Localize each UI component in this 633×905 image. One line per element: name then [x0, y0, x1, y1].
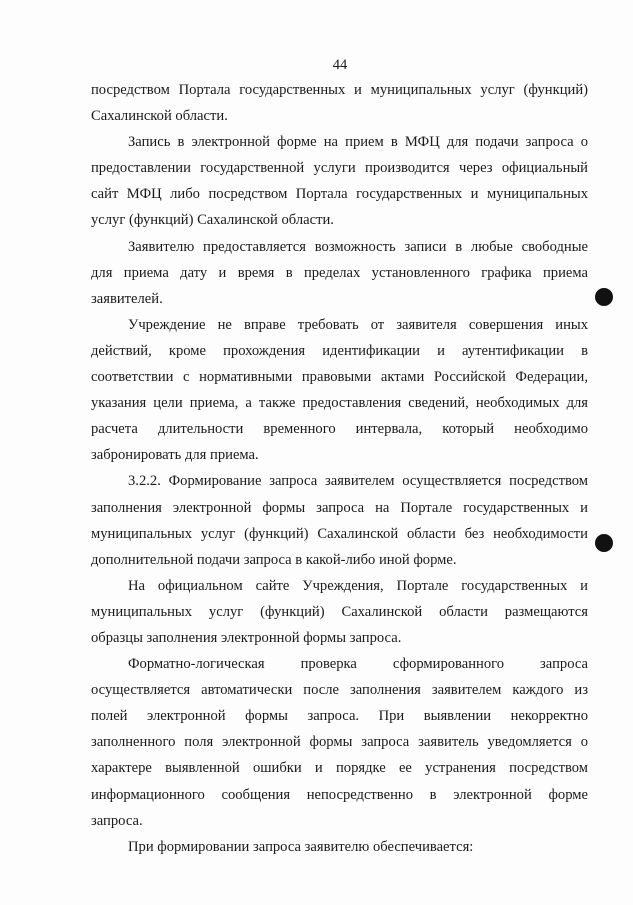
text-line: характере выявленной ошибки и порядке ее устранения посредством [91, 760, 588, 777]
text-line: образцы заполнения электронной формы запроса. [91, 629, 402, 646]
text-line: указания цели приема, а также предоставления сведений, необходимых для [91, 395, 588, 412]
paragraph [91, 312, 588, 469]
text-line: запроса. [91, 812, 143, 829]
text-line: действий, кроме прохождения идентификации и аутентификации в [91, 342, 588, 359]
binder-hole-bottom [595, 534, 613, 552]
paragraph [91, 234, 588, 312]
text-line: забронировать для приема. [91, 447, 259, 464]
page-number: 44 [332, 57, 348, 73]
paragraph [91, 834, 588, 860]
text-line: полей электронной формы запроса. При выявлении некорректно [91, 708, 588, 725]
text-line: 3.2.2. Формирование запроса заявителем осуществляется посредством [128, 473, 588, 490]
paragraph [91, 129, 588, 233]
text-line: муниципальных услуг (функций) Сахалинской области без необходимости [91, 525, 588, 542]
text-line: Заявителю предоставляется возможность записи в любые свободные [128, 238, 588, 255]
text-line: посредством Портала государственных и муниципальных услуг (функций) [91, 82, 588, 98]
text-line: Форматно-логическая проверка сформированного запроса [128, 656, 588, 673]
text-line: сайт МФЦ либо посредством Портала государственных и муниципальных [91, 186, 588, 203]
text-line: услуг (функций) Сахалинской области. [91, 212, 334, 229]
document-body [91, 77, 588, 860]
text-line: соответствии с нормативными правовыми актами Российской Федерации, [91, 369, 588, 386]
text-line: При формировании запроса заявителю обеспечивается: [128, 838, 474, 855]
text-line: дополнительной подачи запроса в какой-либо иной форме. [91, 551, 457, 568]
paragraph [91, 651, 588, 834]
binder-hole-top [595, 288, 613, 306]
paragraph [91, 77, 588, 129]
text-line: предоставлении государственной услуги производится через официальный [91, 160, 588, 177]
text-line: осуществляется автоматически после заполнения заявителем каждого из [91, 682, 588, 699]
paragraph [91, 468, 588, 572]
text-line: заявителей. [91, 290, 163, 307]
text-line: заполненного поля электронной формы запроса заявитель уведомляется о [91, 734, 588, 751]
text-line: муниципальных услуг (функций) Сахалинской области размещаются [91, 603, 588, 620]
paragraph [91, 573, 588, 651]
text-line: Запись в электронной форме на прием в МФЦ для подачи запроса о [128, 134, 588, 151]
text-line: информационного сообщения непосредственно в электронной форме [91, 786, 588, 803]
text-line: На официальном сайте Учреждения, Портале государственных и [128, 577, 588, 594]
text-line: для приема дату и время в пределах установленного графика приема [91, 264, 588, 281]
text-line: заполнения электронной формы запроса на Портале государственных и [91, 499, 588, 516]
text-line: Сахалинской области. [91, 108, 228, 125]
text-line: Учреждение не вправе требовать от заявителя совершения иных [128, 316, 588, 333]
text-line: расчета длительности временного интервала, который необходимо [91, 421, 588, 438]
